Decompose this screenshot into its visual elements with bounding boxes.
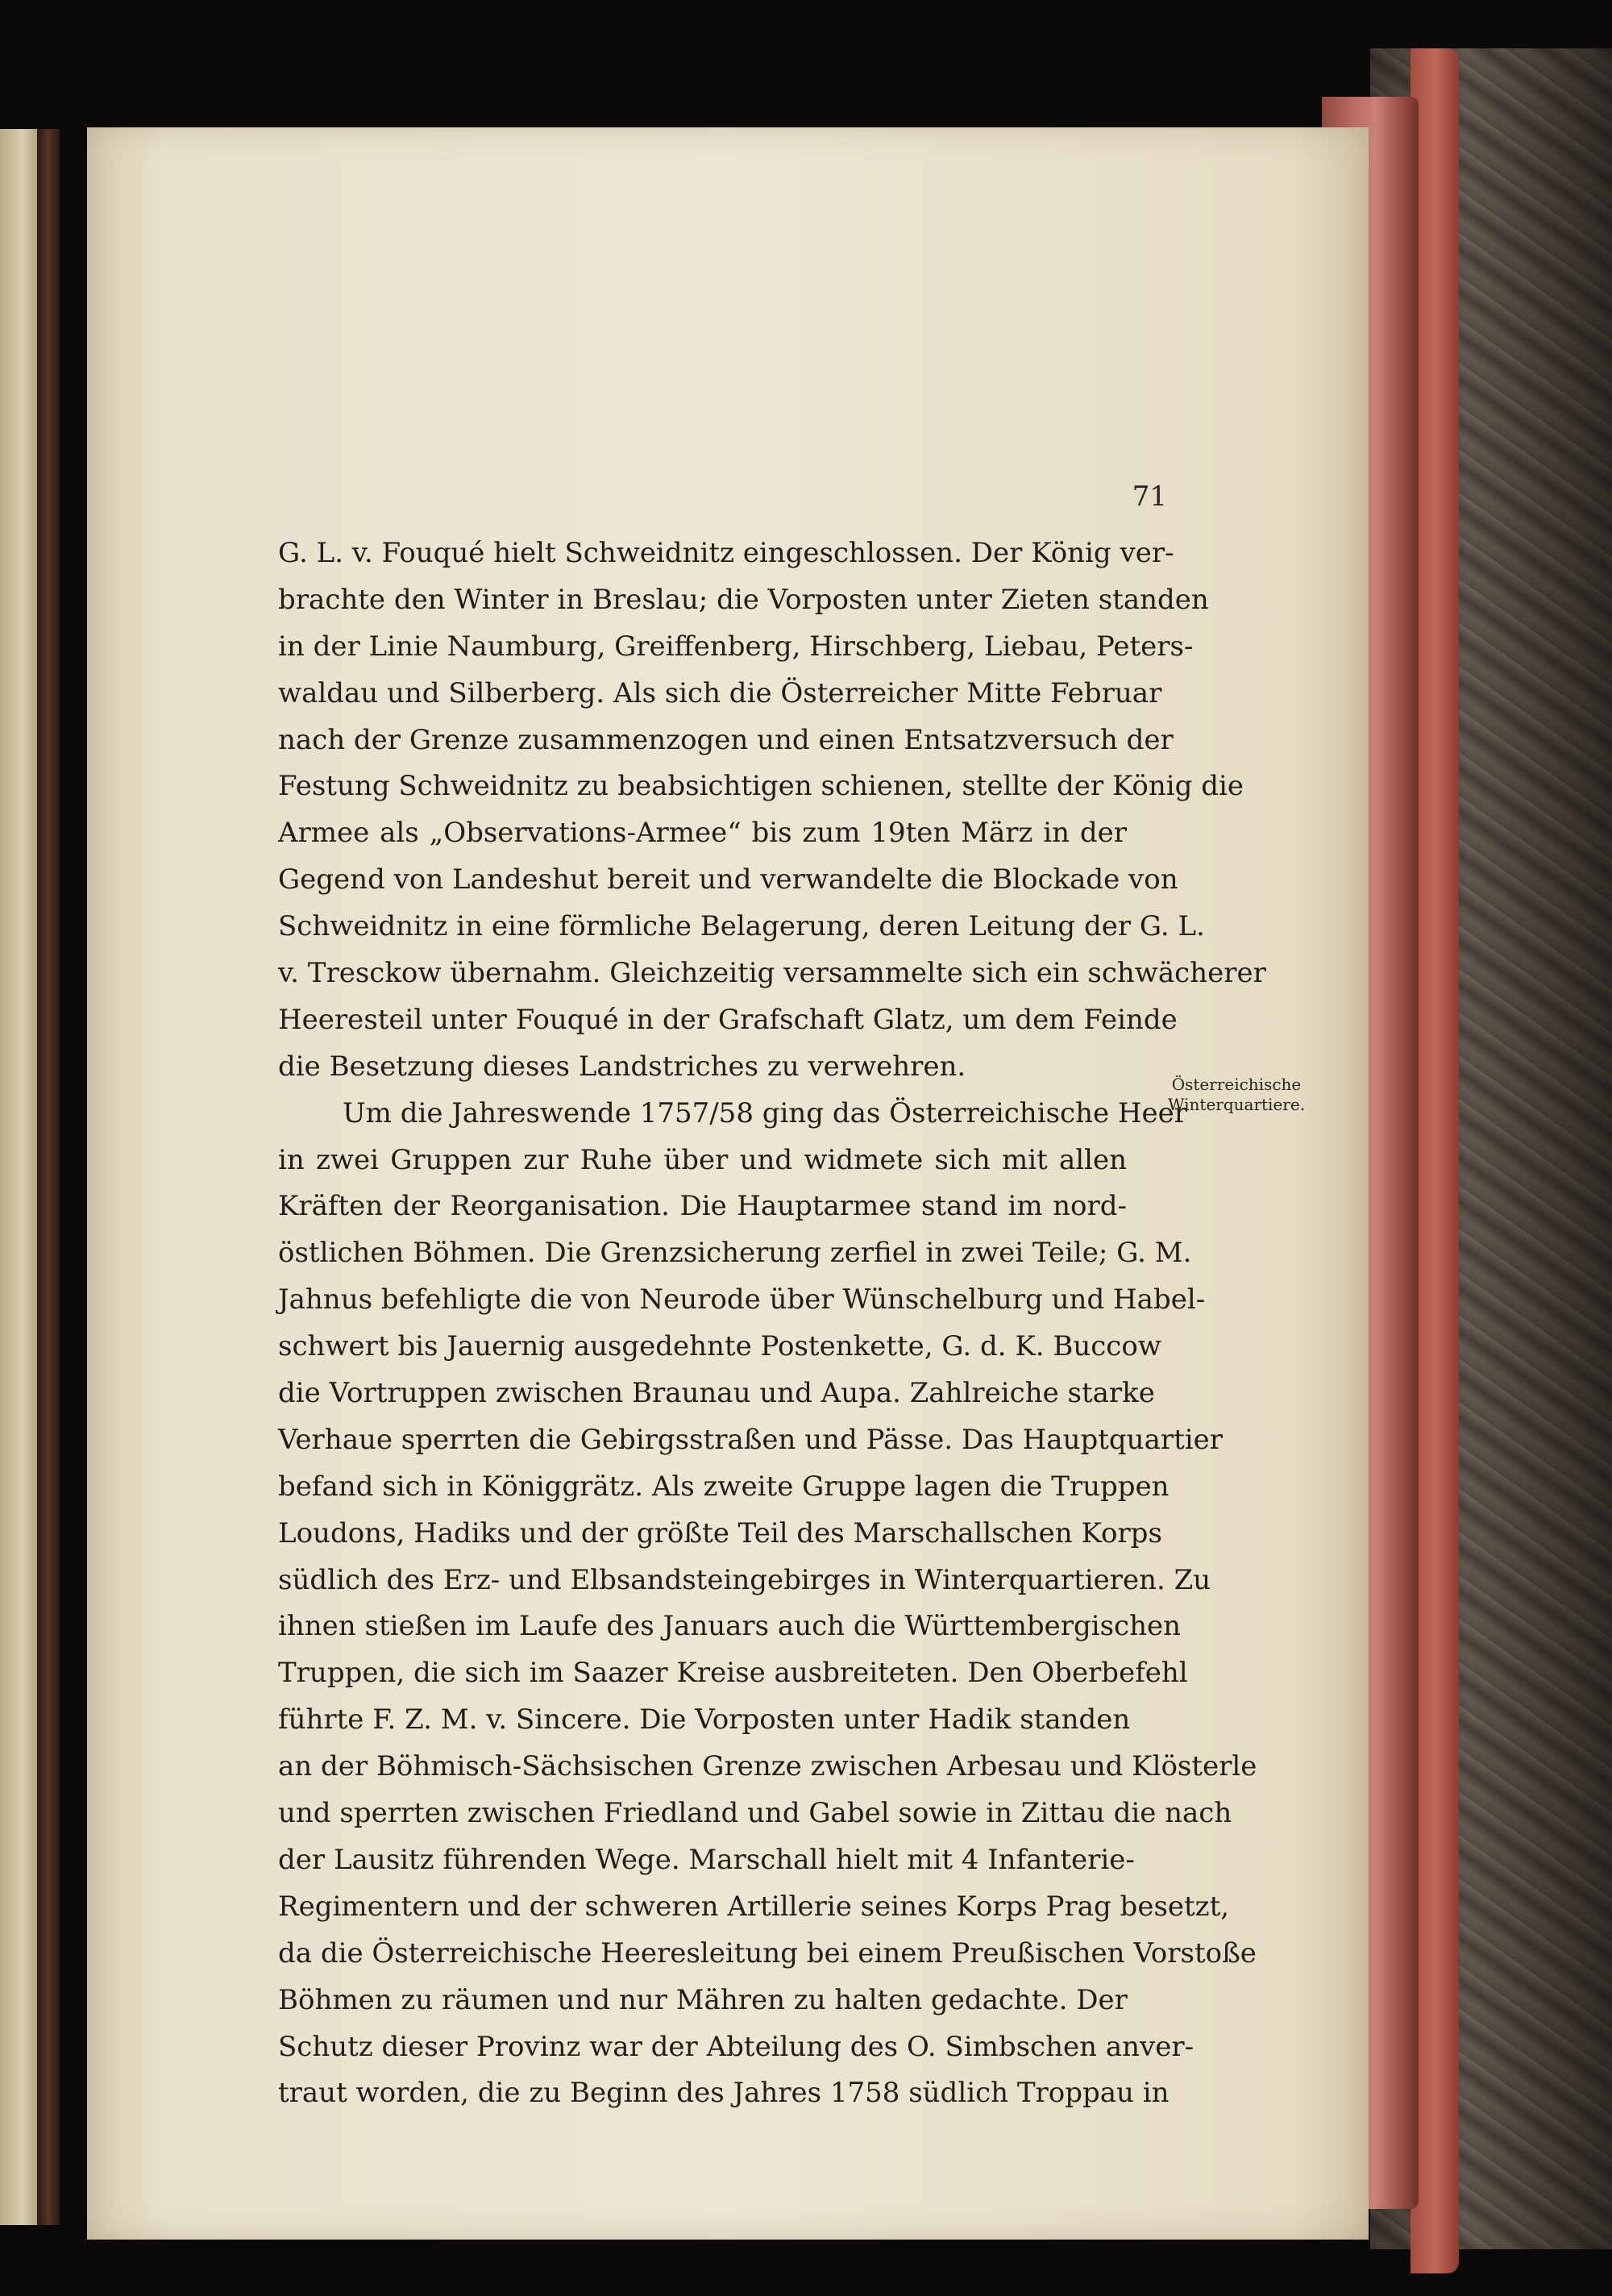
text-line: Truppen, die sich im Saazer Kreise ausbreiteten. Den Oberbefehl [278,1657,1188,1690]
text-line: Heeresteil unter Fouqué in der Grafschaft Glatz, um dem Feinde [278,1003,1178,1036]
text-line: da die Österreichische Heeresleitung bei einem Preußischen Vorstoße [278,1936,1257,1969]
margin-note-line: Winterquartiere. [1167,1095,1306,1114]
text-line: schwert bis Jauernig ausgedehnte Postenkette, G. d. K. Buccow [278,1330,1161,1363]
text-line: der Lausitz führenden Wege. Marschall hielt mit 4 Infanterie- [278,1843,1135,1876]
margin-note-line: Österreichische [1171,1075,1302,1094]
margin-note [1140,1075,1333,1115]
facing-page-edge [0,129,37,2225]
text-line: Schweidnitz in eine förmliche Belagerung, deren Leitung der G. L. [278,910,1205,943]
text-line: östlichen Böhmen. Die Grenzsicherung zerfiel in zwei Teile; G. M. [278,1237,1192,1270]
text-line: Regimentern und der schweren Artillerie seines Korps Prag besetzt, [278,1890,1230,1923]
text-line: in zwei Gruppen zur Ruhe über und widmete sich mit allen [278,1143,1127,1176]
text-line: und sperrten zwischen Friedland und Gabel sowie in Zittau die nach [278,1797,1232,1830]
text-line: Festung Schweidnitz zu beabsichtigen schienen, stellte der König die [278,770,1244,803]
text-line: Gegend von Landeshut bereit und verwandelte die Blockade von [278,863,1178,896]
text-line: Armee als „Observations-Armee“ bis zum 19ten März in der [278,817,1127,850]
page-number: 71 [1132,480,1167,513]
text-line: in der Linie Naumburg, Greiffenberg, Hirschberg, Liebau, Peters- [278,630,1194,663]
text-line: führte F. Z. M. v. Sincere. Die Vorposten unter Hadik standen [278,1703,1131,1737]
text-line: Schutz dieser Provinz war der Abteilung des O. Simbschen anver- [278,2030,1194,2063]
text-line: Verhaue sperrten die Gebirgsstraßen und Pässe. Das Hauptquartier [278,1423,1224,1456]
text-line: an der Böhmisch-Sächsischen Grenze zwischen Arbesau und Klösterle [278,1750,1257,1783]
text-line: ihnen stießen im Laufe des Januars auch die Württembergischen [278,1610,1182,1643]
text-line: Um die Jahreswende 1757/58 ging das Österreichische Heer [343,1096,1188,1129]
text-line: waldau und Silberberg. Als sich die Österreicher Mitte Februar [278,676,1162,709]
text-line: traut worden, die zu Beginn des Jahres 1758 südlich Troppau in [278,2077,1170,2110]
text-line: die Vortruppen zwischen Braunau und Aupa. Zahlreiche starke [278,1377,1155,1410]
text-line: v. Tresckow übernahm. Gleichzeitig versammelte sich ein schwächerer [278,957,1266,990]
book-page [87,127,1369,2240]
text-line: befand sich in Königgrätz. Als zweite Gruppe lagen die Truppen [278,1470,1170,1503]
text-line: Jahnus befehligte die von Neurode über Wünschelburg und Habel- [278,1283,1206,1316]
text-line: die Besetzung dieses Landstriches zu verwehren. [278,1050,966,1083]
text-line: nach der Grenze zusammenzogen und einen Entsatzversuch der [278,723,1174,756]
text-line: Kräften der Reorganisation. Die Hauptarmee stand im nord- [278,1190,1127,1223]
spine-gutter [37,129,60,2225]
body-text [278,530,1266,2117]
text-line: Böhmen zu räumen und nur Mähren zu halten gedachte. Der [278,1983,1128,2016]
text-line: G. L. v. Fouqué hielt Schweidnitz eingeschlossen. Der König ver- [278,537,1174,569]
text-line: Loudons, Hadiks und der größte Teil des Marschallschen Korps [278,1516,1162,1549]
text-line: brachte den Winter in Breslau; die Vorposten unter Zieten standen [278,583,1209,616]
text-line: südlich des Erz- und Elbsandsteingebirges in Winterquartieren. Zu [278,1563,1211,1596]
